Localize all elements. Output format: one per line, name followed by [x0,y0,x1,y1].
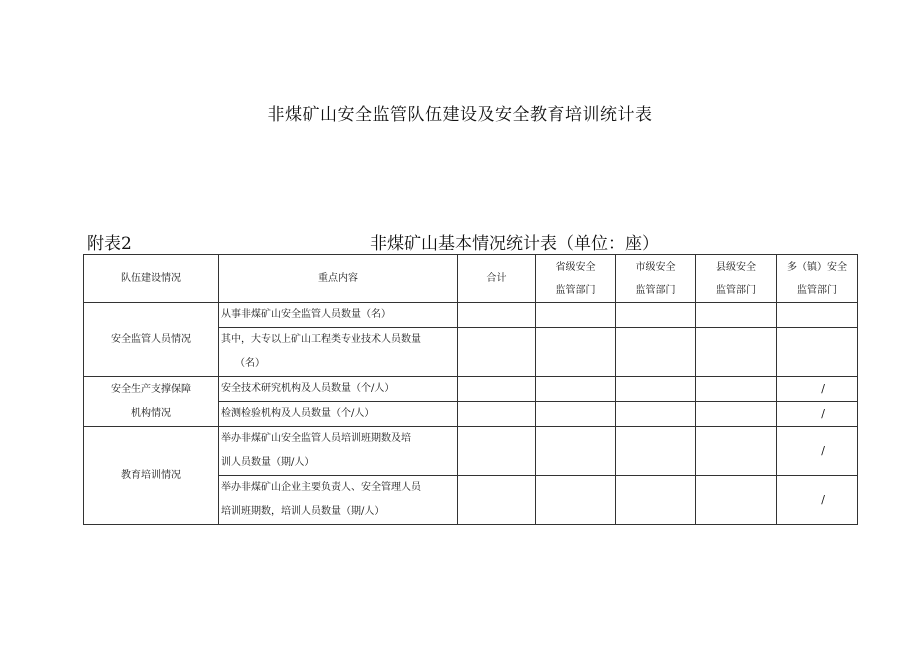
category-line1: 安全生产支撑保障 [111,383,191,395]
town-cell: / [777,427,858,476]
header-city-line1: 市级安全 [635,261,676,273]
header-total: 合计 [458,255,536,303]
county-cell [696,402,777,427]
county-cell [696,328,777,377]
county-cell [696,476,777,525]
city-cell [616,402,696,427]
content-cell [219,427,458,476]
town-cell [777,303,858,328]
page-title: 非煤矿山安全监管队伍建设及安全教育培训统计表 [267,105,653,125]
province-cell [536,303,616,328]
content-cell: 安全技术研究机构及人员数量（个/人） [219,377,458,402]
appendix-label: 附表2 [87,234,132,254]
header-province-line2: 监管部门 [555,284,596,296]
province-cell [536,402,616,427]
city-cell [616,303,696,328]
town-cell: / [777,402,858,427]
total-cell [458,303,536,328]
total-cell [458,328,536,377]
content-line1: 其中，大专以上矿山工程类专业技术人员数量 [221,334,421,345]
town-cell: / [777,476,858,525]
town-cell [777,328,858,377]
total-cell [458,427,536,476]
header-category: 队伍建设情况 [84,255,219,303]
province-cell [536,427,616,476]
province-cell [536,328,616,377]
county-cell [696,377,777,402]
header-province-line1: 省级安全 [555,261,596,273]
table-title: 非煤矿山基本情况统计表（单位：座） [370,234,659,254]
category-cell: 教育培训情况 [84,427,219,525]
content-cell [219,476,458,525]
total-cell [458,377,536,402]
province-cell [536,377,616,402]
header-county [696,255,777,303]
total-cell [458,402,536,427]
city-cell [616,377,696,402]
total-cell [458,476,536,525]
town-cell: / [777,377,858,402]
content-cell: 从事非煤矿山安全监管人员数量（名） [219,303,458,328]
county-cell [696,303,777,328]
content-line2: （名） [235,358,265,369]
content-line2: 培训班期数，培训人员数量（期/人） [221,506,385,517]
table-row [84,377,858,402]
header-province [536,255,616,303]
statistics-table [83,254,858,525]
category-line2: 机构情况 [131,407,171,419]
header-county-line1: 县级安全 [716,261,756,273]
table-row [84,303,858,328]
county-cell [696,427,777,476]
content-line2: 训人员数量（期/人） [221,457,315,468]
header-city-line2: 监管部门 [635,284,676,296]
header-county-line2: 监管部门 [716,284,756,296]
header-content: 重点内容 [219,255,458,303]
category-cell: 安全监管人员情况 [84,303,219,377]
header-town-line1: 多（镇）安全 [787,261,847,273]
table-row [84,427,858,476]
category-cell [84,377,219,427]
content-line1: 举办非煤矿山安全监管人员培训班期数及培 [221,433,411,444]
city-cell [616,328,696,377]
header-row [84,255,858,303]
city-cell [616,427,696,476]
content-cell [219,328,458,377]
content-cell: 检测检验机构及人员数量（个/人） [219,402,458,427]
city-cell [616,476,696,525]
province-cell [536,476,616,525]
header-city [616,255,696,303]
header-town-line2: 监管部门 [797,284,837,296]
header-town [777,255,858,303]
content-line1: 举办非煤矿山企业主要负责人、安全管理人员 [221,482,421,493]
